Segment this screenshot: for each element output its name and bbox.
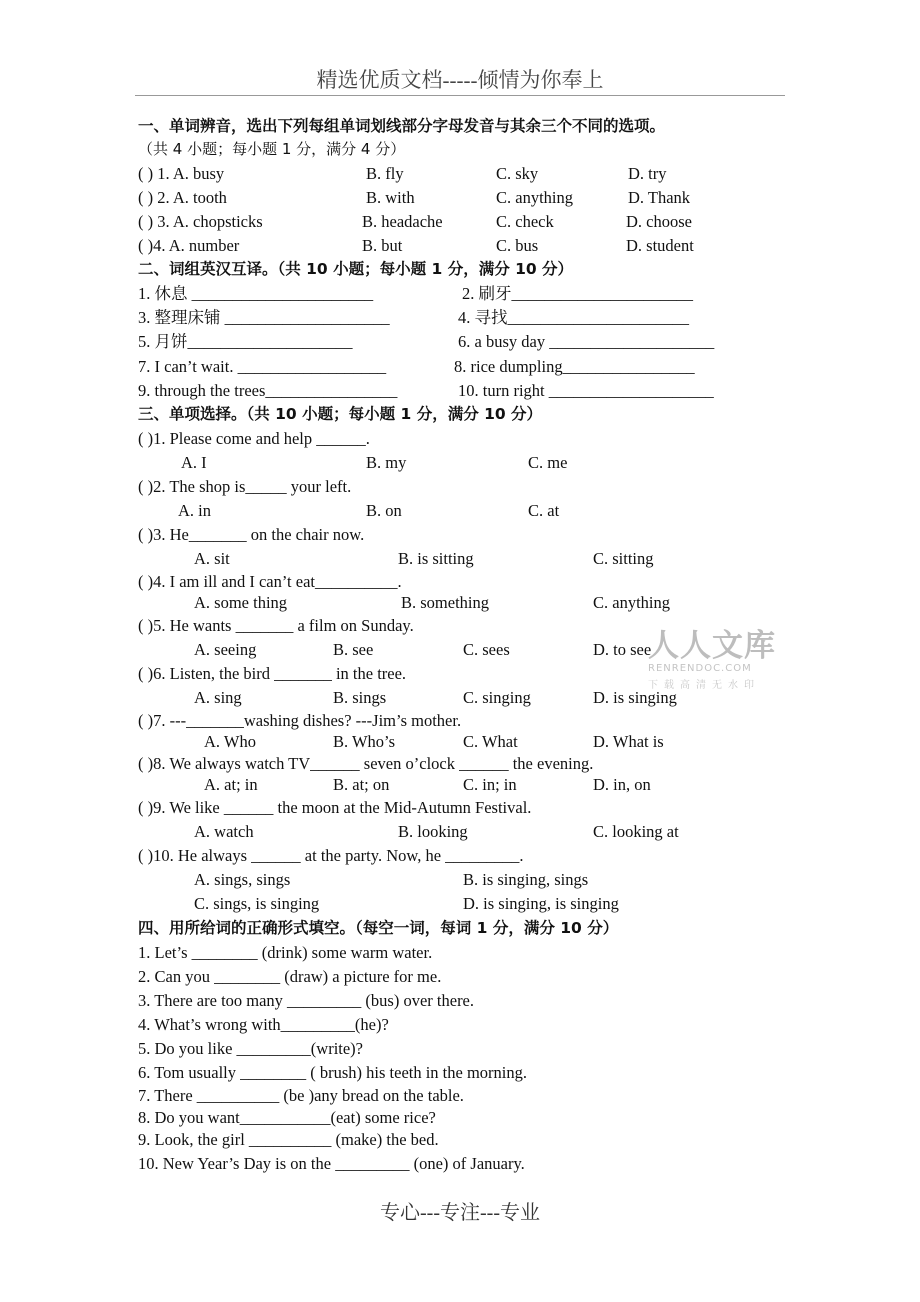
section-1-title: 一、单词辨音，选出下列每组单词划线部分字母发音与其余三个不同的选项。 [138, 117, 666, 135]
watermark [648, 620, 776, 691]
s4-item-1: 1. Let’s ________ (drink) some warm water. [138, 943, 433, 962]
s3-q4-opt-b: B. something [401, 593, 490, 612]
s3-q9-opt-a: A. watch [194, 822, 254, 841]
s4-item-5: 5. Do you like _________(write)? [138, 1039, 363, 1058]
s1-r1-c: C. sky [496, 164, 539, 183]
s3-q1: ( )1. Please come and help ______. [138, 429, 370, 448]
s3-q2-opt-c: C. at [528, 501, 560, 520]
s3-q8: ( )8. We always watch TV______ seven o’clock ______ the evening. [138, 754, 594, 773]
s3-q3: ( )3. He_______ on the chair now. [138, 525, 365, 544]
s1-r2-d: D. Thank [628, 188, 691, 207]
s3-q3-opt-b: B. is sitting [398, 549, 474, 568]
s3-q4-opt-c: C. anything [593, 593, 670, 612]
s1-r4-a: ( )4. A. number [138, 236, 240, 255]
s3-q6-opt-b: B. sings [333, 688, 387, 707]
s3-q5-opt-c: C. sees [463, 640, 510, 659]
s3-q7: ( )7. ---_______washing dishes? ---Jim’s mother. [138, 711, 462, 730]
s3-q7-opt-a: A. Who [204, 732, 256, 751]
watermark-url: RENRENDOC.COM [648, 663, 752, 674]
section-2-title: 二、词组英汉互译。（共 10 小题；每小题 1 分，满分 10 分） [138, 260, 574, 278]
section-1-note: （共 4 小题；每小题 1 分，满分 4 分） [138, 140, 406, 158]
s3-q6-opt-c: C. singing [463, 688, 531, 707]
s4-item-6: 6. Tom usually ________ ( brush) his teeth in the morning. [138, 1063, 528, 1082]
s3-q9-opt-c: C. looking at [593, 822, 679, 841]
s3-q5-opt-b: B. see [333, 640, 374, 659]
s2-r1-a: 1. 休息 ______________________ [138, 284, 374, 303]
section-4-title: 四、用所给词的正确形式填空。（每空一词，每词 1 分，满分 10 分） [138, 919, 619, 937]
s1-r3-c: C. check [496, 212, 554, 231]
watermark-tagline: 下载高清无水印 [648, 680, 760, 691]
s2-r3-b: 6. a busy day ____________________ [458, 332, 715, 351]
header-rule [135, 95, 785, 96]
s1-r1-d: D. try [628, 164, 667, 183]
s3-q5-opt-d: D. to see [593, 640, 652, 659]
s3-q9-opt-b: B. looking [398, 822, 468, 841]
s4-item-7: 7. There __________ (be )any bread on the table. [138, 1086, 464, 1105]
s1-r4-b: B. but [362, 236, 403, 255]
s3-q2-opt-a: A. in [178, 501, 211, 520]
s4-item-10: 10. New Year’s Day is on the _________ (one) of January. [138, 1154, 525, 1173]
s3-q3-opt-c: C. sitting [593, 549, 654, 568]
s3-q7-opt-b: B. Who’s [333, 732, 396, 751]
s1-r3-d: D. choose [626, 212, 692, 231]
s3-q6-opt-a: A. sing [194, 688, 242, 707]
s3-q8-opt-d: D. in, on [593, 775, 651, 794]
s1-r3-a: ( ) 3. A. chopsticks [138, 212, 263, 231]
s3-q10-opt-b: B. is singing, sings [463, 870, 589, 889]
s3-q10: ( )10. He always ______ at the party. Now, he _________. [138, 846, 524, 865]
s3-q4: ( )4. I am ill and I can’t eat__________. [138, 572, 402, 591]
s3-q10-opt-a: A. sings, sings [194, 870, 291, 889]
s2-r4-b: 8. rice dumpling________________ [454, 357, 695, 376]
s1-r1-a: ( ) 1. A. busy [138, 164, 225, 183]
s3-q6: ( )6. Listen, the bird _______ in the tree. [138, 664, 407, 683]
s2-r1-b: 2. 刷牙______________________ [462, 284, 693, 303]
s1-r4-c: C. bus [496, 236, 539, 255]
s3-q4-opt-a: A. some thing [194, 593, 288, 612]
s3-q1-opt-a: A. I [181, 453, 207, 472]
s3-q1-opt-b: B. my [366, 453, 407, 472]
s3-q5: ( )5. He wants _______ a film on Sunday. [138, 616, 414, 635]
s1-r2-a: ( ) 2. A. tooth [138, 188, 227, 207]
watermark-logo: 人人文库 [648, 628, 776, 664]
s2-r4-a: 7. I can’t wait. __________________ [138, 357, 387, 376]
s3-q2-opt-b: B. on [366, 501, 402, 520]
s3-q6-opt-d: D. is singing [593, 688, 677, 707]
s4-item-4: 4. What’s wrong with_________(he)? [138, 1015, 389, 1034]
s3-q8-opt-c: C. in; in [463, 775, 517, 794]
page-header: 精选优质文档-----倾情为你奉上 [316, 68, 604, 92]
s3-q10-opt-d: D. is singing, is singing [463, 894, 619, 913]
s1-r2-c: C. anything [496, 188, 573, 207]
s3-q7-opt-c: C. What [463, 732, 518, 751]
s3-q10-opt-c: C. sings, is singing [194, 894, 320, 913]
s4-item-8: 8. Do you want___________(eat) some rice? [138, 1108, 436, 1127]
s3-q5-opt-a: A. seeing [194, 640, 257, 659]
s1-r2-b: B. with [366, 188, 415, 207]
s3-q3-opt-a: A. sit [194, 549, 230, 568]
s3-q9: ( )9. We like ______ the moon at the Mid-Autumn Festival. [138, 798, 532, 817]
s2-r2-b: 4. 寻找______________________ [458, 308, 689, 327]
s4-item-9: 9. Look, the girl __________ (make) the bed. [138, 1130, 439, 1149]
s3-q8-opt-a: A. at; in [204, 775, 258, 794]
s1-r1-b: B. fly [366, 164, 404, 183]
s3-q7-opt-d: D. What is [593, 732, 664, 751]
s1-r3-b: B. headache [362, 212, 443, 231]
page-footer: 专心---专注---专业 [380, 1202, 540, 1224]
s3-q1-opt-c: C. me [528, 453, 568, 472]
s4-item-2: 2. Can you ________ (draw) a picture for me. [138, 967, 442, 986]
s1-r4-d: D. student [626, 236, 694, 255]
s2-r2-a: 3. 整理床铺 ____________________ [138, 308, 390, 327]
s2-r3-a: 5. 月饼____________________ [138, 332, 353, 351]
s3-q2: ( )2. The shop is_____ your left. [138, 477, 352, 496]
s2-r5-a: 9. through the trees________________ [138, 381, 398, 400]
section-3-title: 三、单项选择。（共 10 小题；每小题 1 分，满分 10 分） [138, 405, 543, 423]
s3-q8-opt-b: B. at; on [333, 775, 390, 794]
s4-item-3: 3. There are too many _________ (bus) over there. [138, 991, 475, 1010]
s2-r5-b: 10. turn right ____________________ [458, 381, 714, 400]
